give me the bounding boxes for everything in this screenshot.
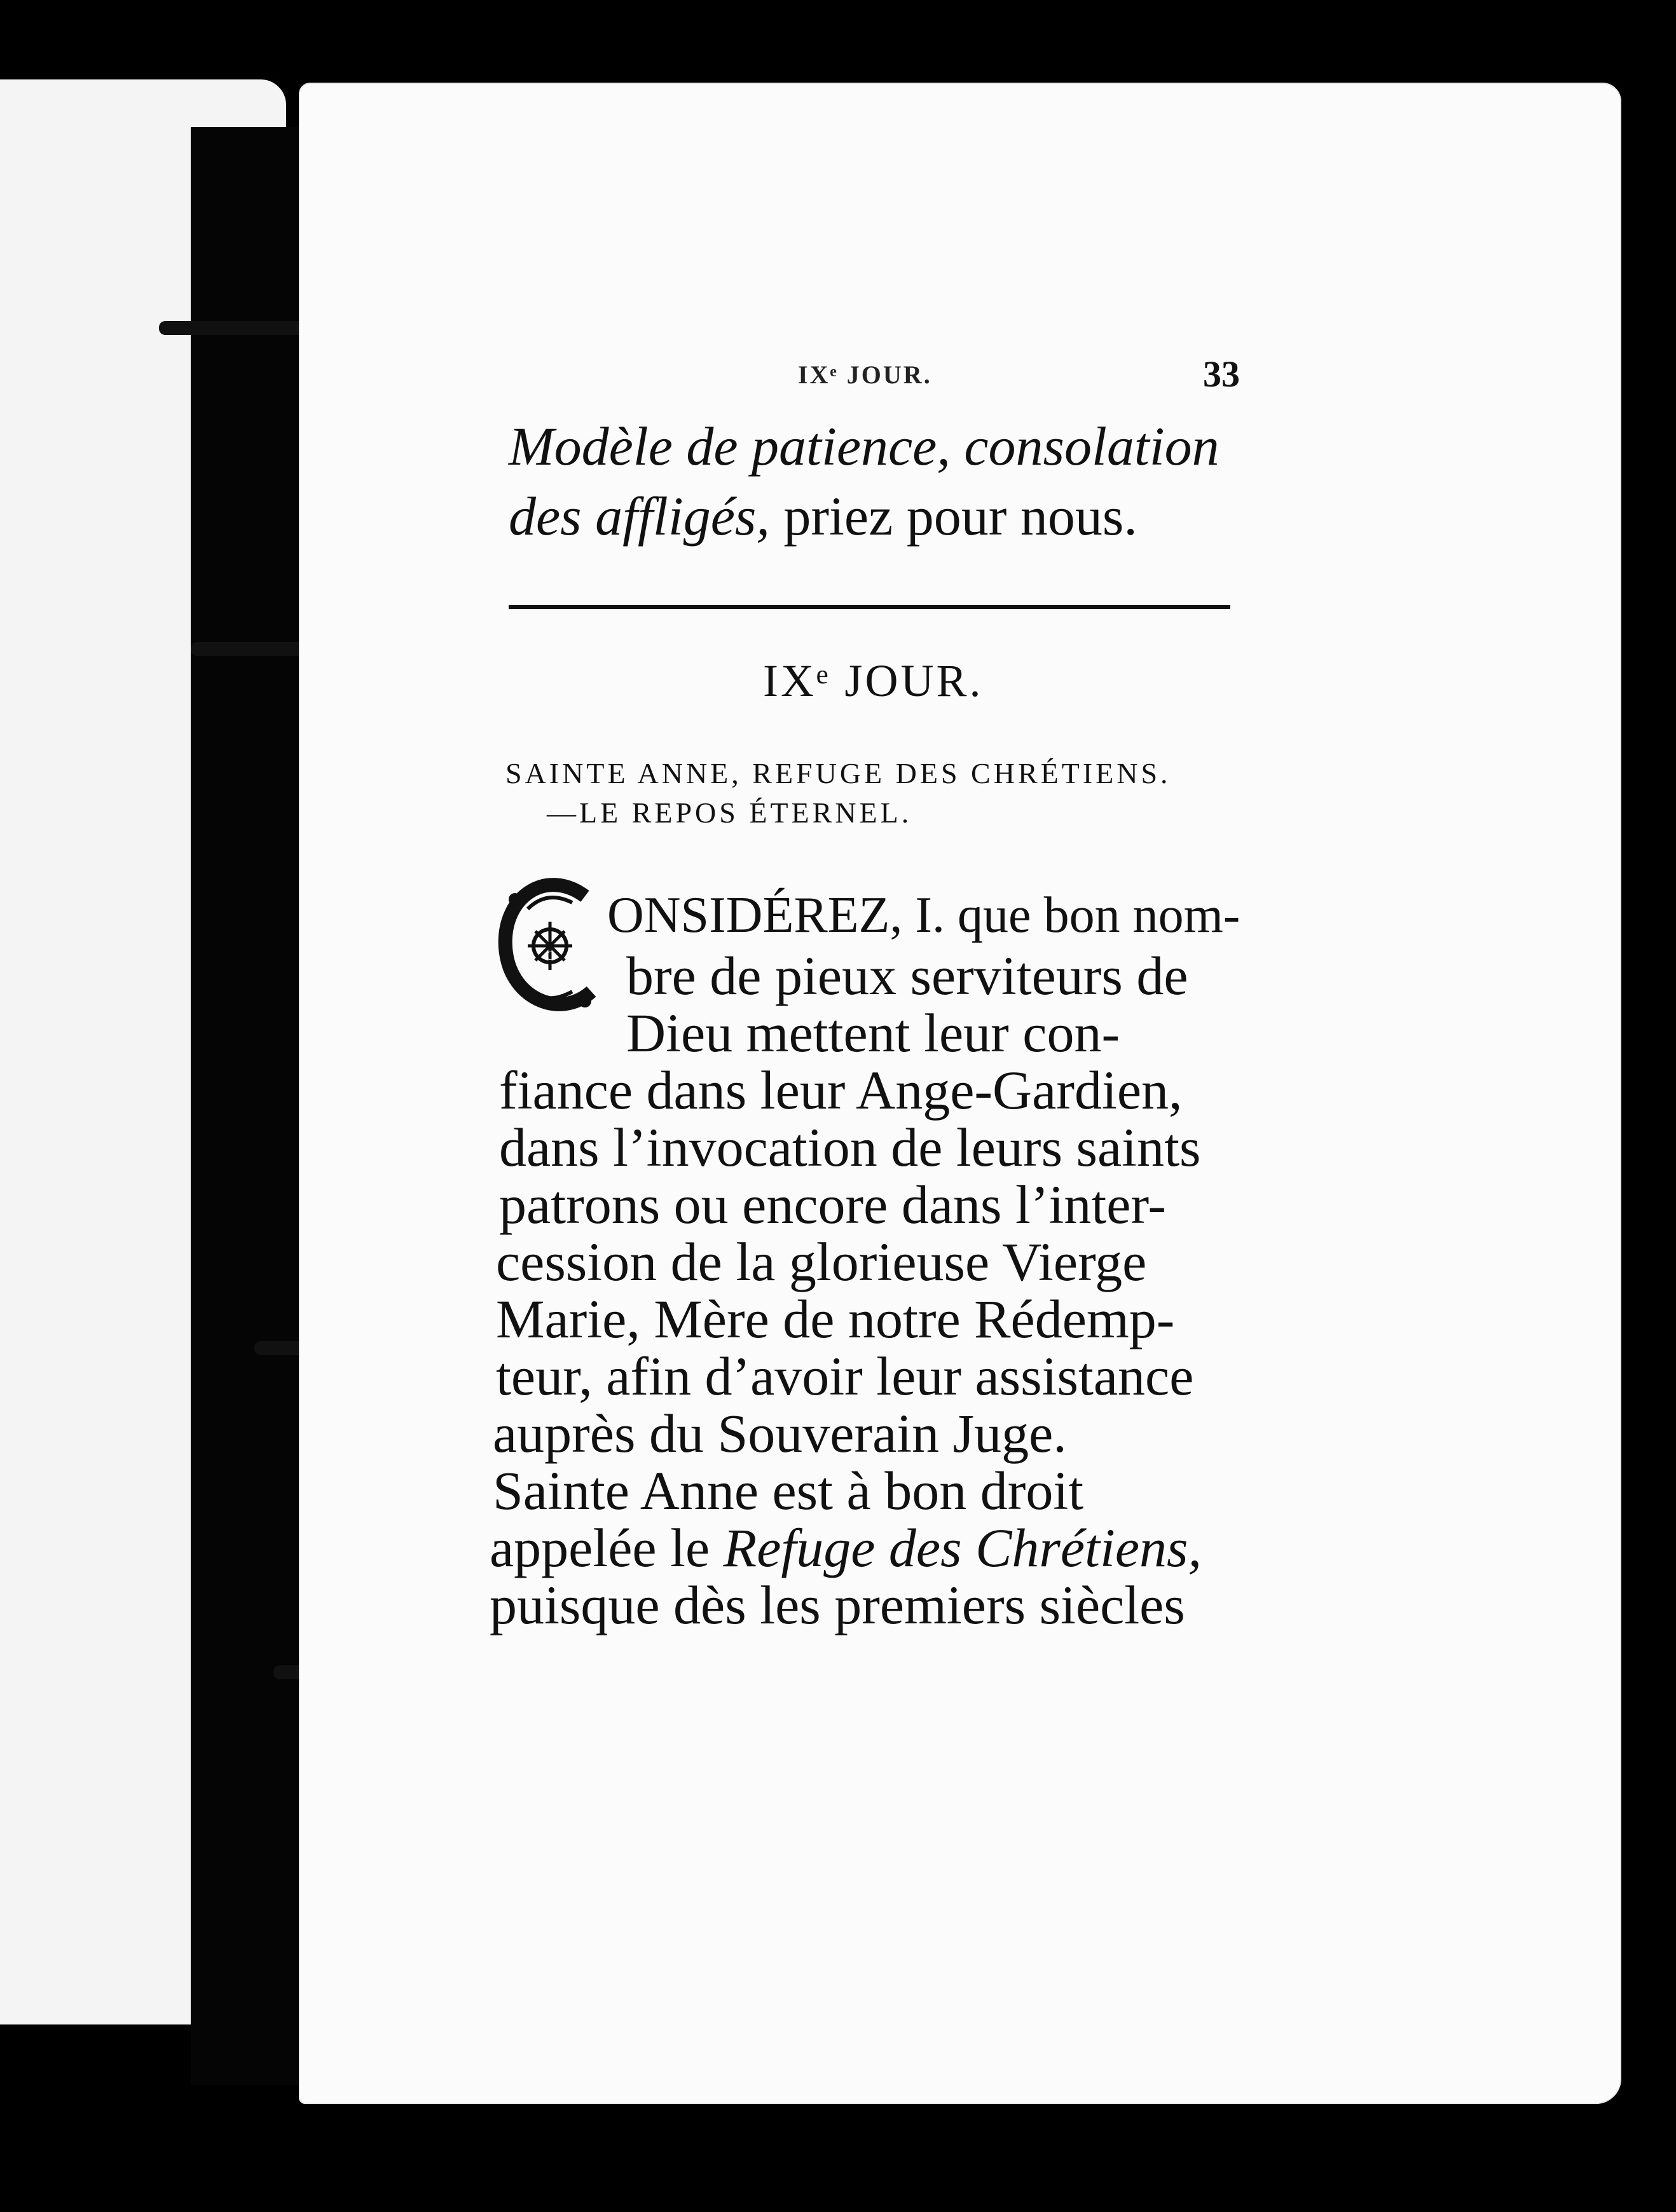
body-line: Sainte Anne est à bon droit [493,1460,1084,1521]
body-line-start: appelée le [490,1517,724,1578]
body-line: auprès du Souverain Juge. [493,1403,1067,1464]
body-line: Marie, Mère de notre Rédemp- [496,1288,1175,1349]
body-line: cession de la glorieuse Vierge [496,1231,1147,1292]
book-spine [191,127,305,2085]
body-line [490,1516,1202,1580]
body-line: teur, afin d’avoir leur assistance [496,1346,1194,1407]
body-line: Dieu mettent leur con- [626,1002,1120,1063]
body-line: ONSIDÉREZ, I. que bon nom- [607,887,1240,943]
section-subtitle-line-2: —LE REPOS ÉTERNEL. [547,796,912,829]
invocation-line-2 [509,484,1137,548]
body-line: fiance dans leur Ange-Gardien, [499,1060,1183,1121]
body-line: puisque dès les premiers siècles [490,1574,1185,1635]
body-line-italic: Refuge des Chrétiens, [723,1517,1202,1578]
page-number: 33 [1203,353,1240,395]
body-line: patrons ou encore dans l’inter- [499,1174,1167,1235]
invocation-italic: des affligés, [509,486,770,547]
dropcap-ornament-icon [490,871,610,1023]
body-line: dans l’invocation de leurs saints [499,1117,1201,1178]
day-title: IXᵉ JOUR. [763,655,984,706]
body-line: bre de pieux serviteurs de [626,945,1188,1006]
running-head: IXᵉ JOUR. [798,360,932,389]
section-subtitle-line-1: SAINTE ANNE, REFUGE DES CHRÉTIENS. [505,757,1171,789]
ornamental-dropcap [490,871,610,1023]
section-divider [509,605,1230,609]
invocation-line-1: Modèle de patience, consolation [509,416,1219,477]
invocation-rest: priez pour nous. [769,486,1137,547]
dropcap-letter: C [546,949,554,963]
